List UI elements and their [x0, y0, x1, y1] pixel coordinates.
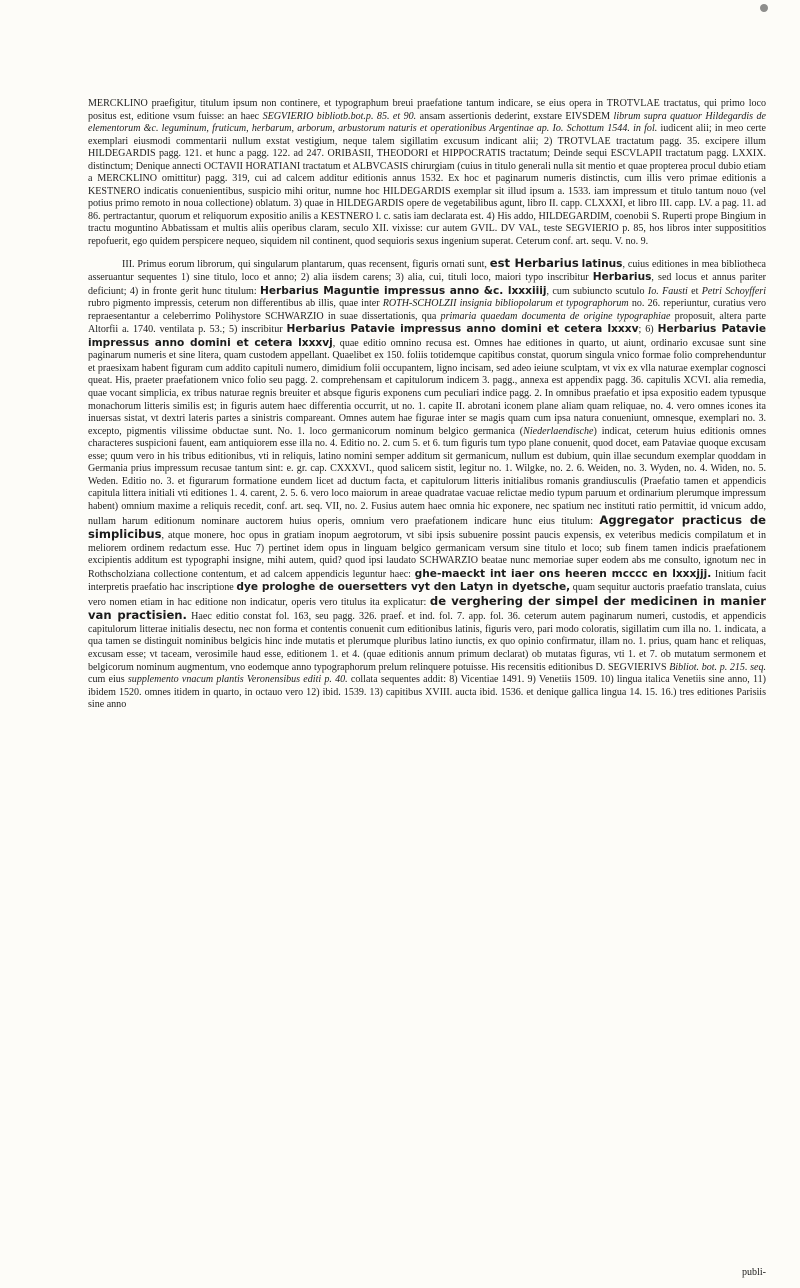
paragraph-1 [88, 98, 766, 249]
text-segment: proposuit, altera parte Altorfii a. 1740. ventilata p. 53.; 5) inscribitur [88, 310, 766, 336]
text-segment: quam sequitur auctoris praefatio translata, cuius vero nomen etiam in hac editione non indicatur, operis vero titulus ita explicatur: [88, 582, 766, 608]
text-segment: SEGVIERIO bibliotb.bot.p. 85. et 90. [262, 110, 417, 122]
text-segment: no. 26. reperiuntur, curatius vero repraesentantur a celeberrimo Polihystore SCHWARZIO in suae dissertationis, qua [88, 298, 766, 322]
text-segment: ghe-maeckt int iaer ons heeren mcccc en lxxxjjj. [414, 567, 712, 580]
text-segment: ansam assertionis dederint, exstare EIVSDEM [416, 110, 614, 122]
text-segment: collata sequentes addit: 8) Vicentiae 1491. 9) Venetiis 1509. 10) lingua italica Venetiis sine anno, 11) ibidem 1520. omnes itidem in quarto, in octauo vero 12) ibid. 1539. 13) capitibus XVIII. aucta ibid. 1536. et denique gallica lingua 14. 15. 16.) tres editiones Parisiis sine anno [88, 674, 766, 711]
ink-spot [760, 4, 768, 12]
text-segment: et [687, 285, 702, 297]
text-segment: Haec editio constat fol. 163, seu pagg. 326. praef. et ind. fol. 7. app. fol. 36. ceterum autem paginarum numeri, custodis, et appendicis capitulorum litterae initialis desectu, nec non forma et contentis conuenit cum editionibus latinis, figuris vero, pari modo coloratis, sigillatim cum illa no. 1. indicata, a qua tamen se distinguit nominibus belgicis hinc inde mutatis et plerumque pluribus latino iunctis, ex quo opinio confirmatur, illam no. 1. prius, quam hanc et reliquas, excusam esse; vt taceam, verosimile haud esse, editionem 1. et 4. (quae editionis annum primum declarat) ob mutatas figuras, vti 1. et 7. ob mutatum sermonem et belgicorum nominum augmentum, vno eodemque anno typographorum prelum relinquere potuisse. His recensitis editionibus D. SEGVIERIVS [88, 611, 766, 673]
text-segment: supplemento vnacum plantis Veronensibus editi p. 40. [127, 674, 348, 686]
text-segment: Aggregator practicus de simplicibus [88, 512, 766, 542]
text-segment: Niederlaendische [523, 425, 594, 437]
text-segment: , cuius editiones in mea bibliotheca asseruantur sequentes 1) sine titulo, loco et anno; 2) alia iisdem carens; 3) alia, cui, tituli loco, maiori typo inscribitur [88, 258, 766, 284]
text-segment: , cum subiuncto scutulo [546, 285, 648, 297]
text-segment: de verghering der simpel der medicinen in manier van practisien. [88, 593, 766, 623]
text-segment: Petri Schoyfferi [701, 285, 766, 297]
text-segment: Herbarius Maguntie impressus anno &c. lxxxiiij [260, 284, 547, 297]
text-segment: est Herbarius [489, 255, 579, 270]
text-segment: cum eius [88, 674, 128, 686]
text-segment: iudicent alii; in meo certe exemplari eiusmodi commentarii nullum exstat vestigium, neque talem sigillatim excusum indicant alii; 2) TROTVLAE tractatum pagg. 35. excipere illum HILDEGARDIS pagg. 121. et hunc a pagg. 122. ad 247. ORIBASII, THEODORI et HIPPOCRATIS tractatum; Deinde sequi ESCVLAPII tractatum pagg. LXXIX. distinctum; Denique annecti OCTAVII HORATIANI tractatum et ALBVCASIS chirurgiam (cuius in titulo generali nulla sit mentio et quae propterea procul dubio etiam a MERCKLINO omittitur) pagg. 319, cui ad calcem additur editionis annus 1532. Ex hoc et paginarum numeris distinctis, cum illis vero primae editionis a KESTNERO indicatis conuenientibus, suspicio mihi oritur, numne hoc HILDEGARDIS exemplar sit illud ipsum a. 1533. iam impressum et titulo tantum nouo (vel potius primo remoto in noua collectione) oblatum. 3) quae in HILDEGARDIS opere de vegetabilibus agunt, libro II. capp. CLXXXI, et libro III. capp. LV. a pag. 11. ad 86. pertractantur, quorum et reliquorum expositio anilis a KESTNERO l. c. satis iam declarata est. 4) His addo, HILDEGARDIM, coenobii S. Ruperti prope Bingium in tractu moguntino Abbatissam et multis aliis operibus claram, seculo XII. vixisse: cur autem GVIL. DV VAL, teste SEGVIERIO p. 85, hos libros inter supposititios repofuerit, ego quidem perspicere nequeo, siquidem nil continent, quod sequioris sexus ingenium superat. Ceterum conf. art. sequ. V. no. 9. [88, 123, 766, 248]
text-segment: rubro pigmento impressis, ceterum non differentibus ab illis, quae inter [88, 298, 383, 310]
text-segment: ; 6) [638, 324, 658, 336]
text-segment: Herbarius Patavie impressus anno domini et cetera lxxxv [286, 323, 639, 336]
text-segment: , quae editio omnino recusa est. Omnes hae editiones in quarto, ut aiunt, ordinario excusae sunt sine paginarum numeris et sine litera, quam custodem appellant. Quaelibet ex 150. foliis totidemque capitibus constat, quorum singula vnico formae folio comprehenduntur et praesixam habent figuram cum addito capituli numero, dimidium folii occupantem, ligno incisam, sed adeo ieiune sculptam, vt vix ex vlla naturae exemplar cognosci queat. His, praeter praefationem vnico folio seu pagg. 2. comprehensam et capitulorum indicem 3. pagg., annexa est appendix pagg. 36. capitulis XCVI. alia remedia, quae vocant simplicia, ex tribus naturae regnis breuiter et absque figuris exponens cum peculiari indice pagg. 2. In omnibus praefatio et ipsa expositio eadem typusque monachorum litteris similis est; in figuris autem haec differentia occurrit, ut no. 1. capite II. abrotani iconem plane aliam quam reliquae, no. 4. vero omnes icones ita inuersas sistat, vt dextri lateris partes a sinistris compareant. Omnes autem hae figurae inter se magis quam cum ipsa natura conueniunt, omnesque, exemplari no. 3. excepto, pigmentis vilissime obductae sunt. No. 1. loco germanicorum nominum belgico germanica ( [88, 337, 766, 437]
text-segment: III. Primus eorum librorum, qui singularum plantarum, quas recensent, figuris ornati sunt, [122, 258, 490, 270]
text-segment: primaria quaedam documenta de origine typographiae [440, 310, 671, 322]
text-segment: dye prologhe de ouersetters vyt den Latyn in dyetsche, [236, 581, 571, 594]
page-text [88, 98, 766, 712]
text-segment: Io. Fausti [647, 285, 688, 297]
text-segment: Herbarius [592, 271, 652, 284]
text-segment: Herbarius Patavie impressus anno domini et cetera lxxxvj [88, 323, 767, 349]
text-segment: latinus [581, 257, 623, 270]
text-segment: , sed locus et annus pariter deficiunt; 4) in fronte gerit hunc titulum: [88, 272, 767, 297]
text-segment: Bibliot. bot. p. 215. seq. [669, 661, 766, 673]
text-segment: librum supra quatuor Hildegardis de elementorum &c. leguminum, fruticum, herbarum, arborum, arbustorum naturis et operationibus Argentinae ap. Io. Schottum 1544. in fol. [88, 110, 766, 135]
text-segment: ) indicat, ceterum huius editionis omnes characteres suspicioni fauent, eam antiquiorem esse illa no. 4. Editio no. 2. cum 5. et 6. tum figuris tum typo plane conuenit, quod docet, eam Pataviae quoque excusam esse; quum vero in his tribus editionibus, vti in reliquis, latino nomini semper additum sit germanicum, nullum est dubium, quin illae secundum exemplar quoddam in Germania prius impressum recusae tantum sint: e. gr. cap. CXXXVI., quod salicem sistit, legitur no. 1. Wilgke, no. 2. 6. Weiden, no. 3. Wyden, no. 4. Widen, no. 5. Weden. Editio no. 3. et figurarum formatione eundem licet ad ductum facta, et capitulorum litteris initialibus romanis grandiusculis (Praefatio tamen et appendicis capitula littera initiali vti editiones 1. 4. carent, 2. 5. 6. vero loco maiorum in areae quadratae vacuae relictae medio typum paruum et ordinarium plerumque impressum habent) omnium maxime a reliquis recedit, conf. art. seq. VII, no. 2. Fusius autem haec omnia hic exponere, nec spatium nec instituti ratio permittit, id vnicum addo, nullam harum editionum nominare auctorem huius operis, omnium vero praefationem indicare hunc eius titulum: [88, 425, 766, 527]
text-segment: , atque monere, hoc opus in gratiam inopum aegrotorum, vt sibi ipsis subuenire possint paucis expensis, ex veteribus medicis compilatum et in meliorem ordinem redactum esse. Huc 7) pertinet idem opus in linguam belgico germanicam versum sine titulo et loco; sub finem tamen indicis praefationem excipientis additum est typographi insigne, mihi autem, quid? quod ipsi laudato SCHWARZIO beatae nunc memoriae super eodem abs me consulto, ignotum nec in Rothscholziana collectione contentum, et ad calcem appendicis leguntur haec: [88, 530, 766, 580]
text-segment: MERCKLINO praefigitur, titulum ipsum non continere, et typographum breui praefatione tantum indicare, se eius opera in TROTVLAE tractatus, qui primo loco positus est, editione vsum fuisse: an haec [88, 98, 766, 122]
text-segment: Initium facit interpretis praefatio hac inscriptione [88, 568, 767, 594]
text-segment: ROTH-SCHOLZII insignia bibliopolarum et typographorum [382, 298, 629, 310]
paragraph-2 [88, 257, 766, 712]
catchword: publi- [742, 1267, 766, 1278]
